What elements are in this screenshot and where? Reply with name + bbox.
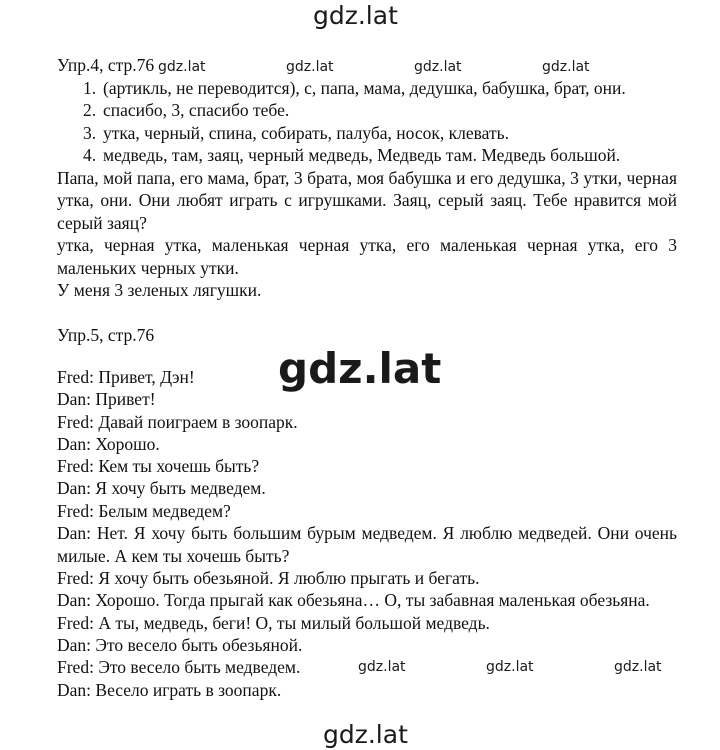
dialog-line: Dan: Хорошо. Тогда прыгай как обезьяна… О, ты забавная маленькая обезьяна. — [57, 590, 650, 611]
list-item-text: медведь, там, заяц, черный медведь, Медведь там. Медведь большой. — [103, 145, 621, 165]
watermark-small: gdz.lat — [358, 659, 406, 675]
dialog-line: Dan: Нет. Я хочу быть большим бурым медведем. Я люблю медведей. Они очень милые. А кем ты хочешь быть? — [57, 523, 677, 566]
dialog — [57, 366, 677, 701]
dialog-line: Dan: Привет! — [57, 389, 156, 410]
dialog-line: Fred: Это весело быть медведем. — [57, 657, 301, 678]
watermark-small: gdz.lat — [614, 659, 662, 675]
list-item-text: спасибо, 3, спасибо тебе. — [103, 100, 290, 120]
watermark-small: gdz.lat — [542, 59, 590, 75]
list-item — [57, 144, 677, 167]
watermark-small: gdz.lat — [486, 659, 534, 675]
list-item — [57, 77, 677, 100]
dialog-line: Fred: А ты, медведь, беги! О, ты милый большой медведь. — [57, 612, 490, 633]
paragraph: Папа, мой папа, его мама, брат, 3 брата, моя бабушка и его дедушка, 3 утки, черная утка, они. Они любят играть с игрушками. Заяц, серый заяц. Тебе нравится мой серый заяц? — [57, 167, 677, 233]
exercise-5-heading: Упр.5, стр.76 — [57, 324, 155, 345]
dialog-line: Dan: Это весело быть обезьяной. — [57, 635, 303, 656]
exercise-4-heading: Упр.4, стр.76 — [57, 55, 155, 75]
paragraph: У меня 3 зеленых лягушки. — [57, 280, 262, 300]
list-item-number: 3. — [83, 122, 97, 143]
list-item-text: утка, черный, спина, собирать, палуба, носок, клевать. — [103, 122, 509, 143]
watermark-center: gdz.lat — [278, 344, 442, 393]
list-item — [57, 122, 677, 145]
list-item-number: 2. — [83, 100, 97, 120]
dialog-line: Dan: Весело играть в зоопарк. — [57, 679, 282, 700]
dialog-line: Fred: Белым медведем? — [57, 500, 231, 521]
dialog-line: Fred: Давай поиграем в зоопарк. — [57, 411, 298, 432]
dialog-line: Fred: Кем ты хочешь быть? — [57, 456, 260, 477]
list-item-number: 1. — [83, 77, 97, 98]
dialog-line: Fred: Привет, Дэн! — [57, 367, 195, 387]
dialog-line: Dan: Хорошо. — [57, 433, 160, 454]
list-item — [57, 99, 677, 122]
watermark-small: gdz.lat — [286, 59, 334, 75]
watermark-small: gdz.lat — [158, 59, 206, 75]
watermark-top: gdz.lat — [313, 1, 398, 30]
paragraph: утка, черная утка, маленькая черная утка, его маленькая черная утка, его 3 маленьких черных утки. — [57, 235, 677, 278]
dialog-line: Fred: Я хочу быть обезьяной. Я люблю прыгать и бегать. — [57, 568, 480, 589]
list-item-number: 4. — [83, 145, 97, 165]
list-item-text: (артикль, не переводится), с, папа, мама, дедушка, бабушка, брат, они. — [103, 77, 626, 98]
watermark-bottom: gdz.lat — [323, 720, 408, 749]
dialog-line: Dan: Я хочу быть медведем. — [57, 478, 266, 499]
watermark-small: gdz.lat — [414, 59, 462, 75]
